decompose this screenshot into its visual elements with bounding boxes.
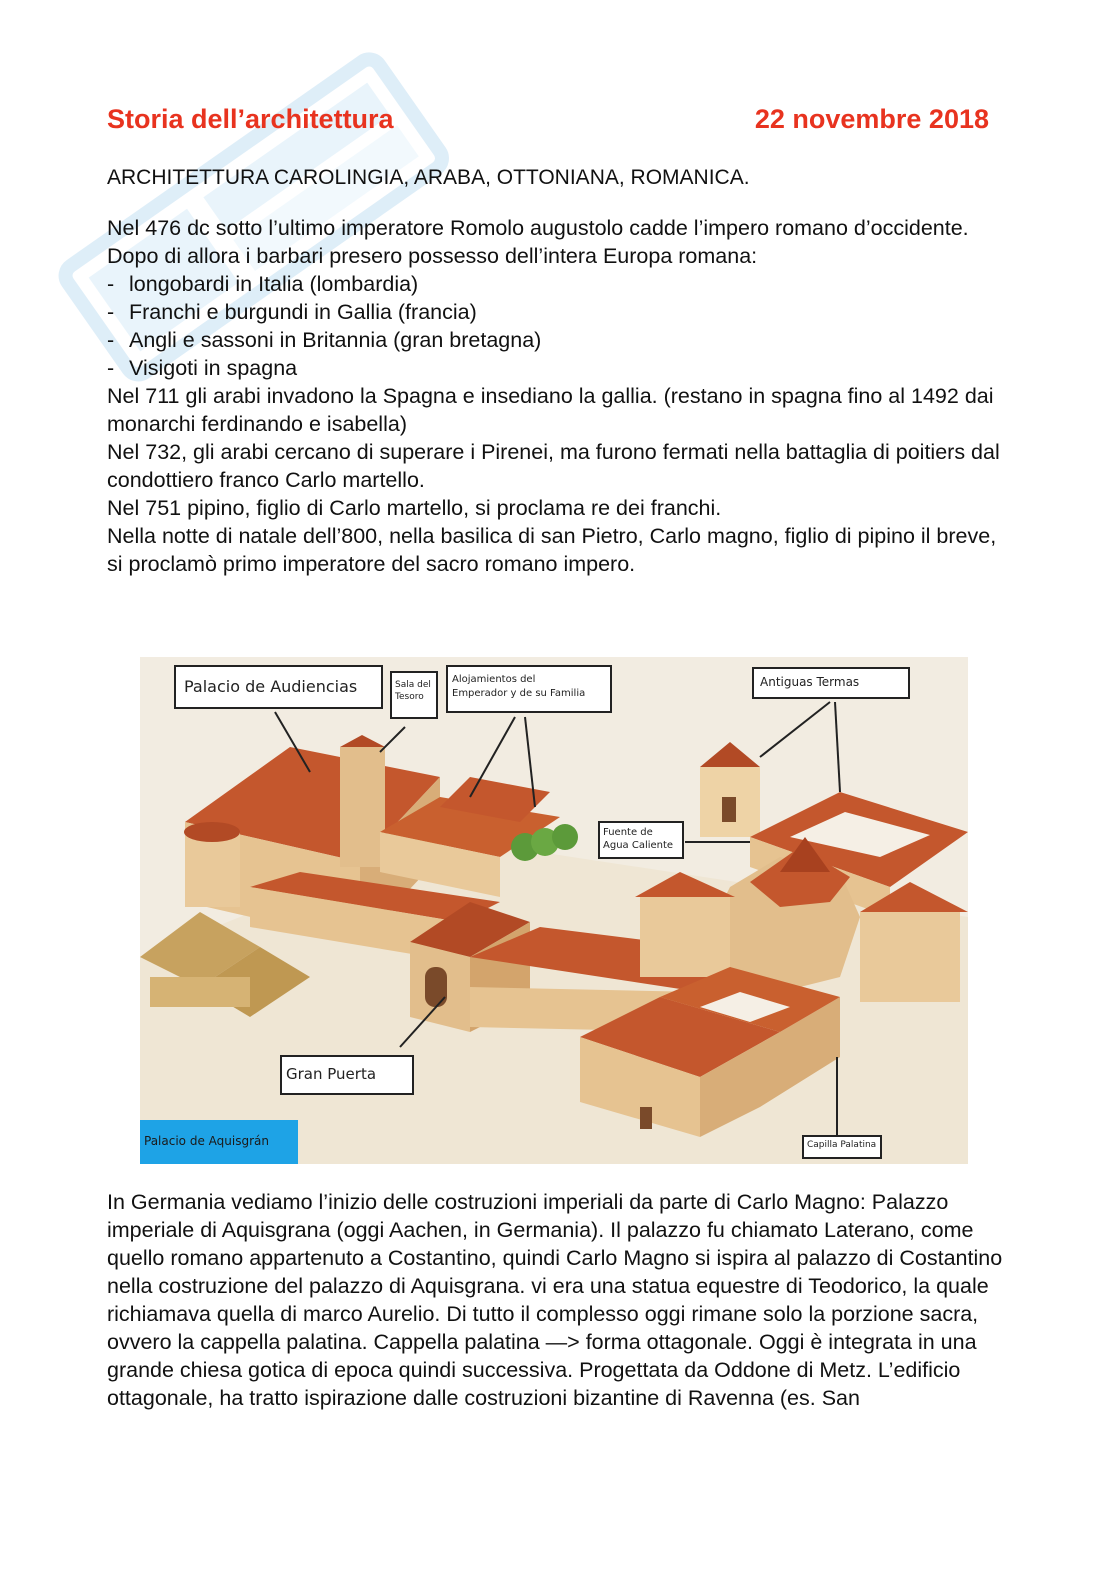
- list-item-text: Franchi e burgundi in Gallia (francia): [129, 300, 477, 324]
- document-date: 22 novembre 2018: [754, 104, 989, 134]
- list-item-text: Visigoti in spagna: [129, 356, 298, 380]
- paragraph: Dopo di allora i barbari presero possesso dell’intera Europa romana:: [107, 244, 758, 268]
- document-title: Storia dell’architettura: [107, 104, 394, 134]
- palace-illustration: [140, 657, 968, 1164]
- palace-drawing: [140, 657, 968, 1164]
- label-gran-puerta: Gran Puerta: [280, 1055, 414, 1095]
- history-text: [107, 214, 1007, 578]
- label-alojamientos: Alojamientos del Emperador y de su Familia: [446, 665, 612, 713]
- list-item-text: Angli e sassoni in Britannia (gran bretagna): [129, 328, 542, 352]
- aquisgrana-text: [107, 1188, 1007, 1412]
- list-item: - Franchi e burgundi in Gallia (francia): [107, 300, 477, 324]
- list-item: - Visigoti in spagna: [107, 356, 298, 380]
- figure-caption: Palacio de Aquisgrán: [144, 1134, 269, 1148]
- label-antiguas-termas: Antiguas Termas: [752, 667, 910, 699]
- paragraph: Nel 751 pipino, figlio di Carlo martello, si proclama re dei franchi.: [107, 496, 722, 520]
- label-fuente-agua: Fuente de Agua Caliente: [598, 821, 684, 859]
- paragraph: Nel 711 gli arabi invadono la Spagna e insediano la gallia. (restano in spagna fino al 1492 dai monarchi ferdinando e isabella): [107, 384, 994, 436]
- section-heading: ARCHITETTURA CAROLINGIA, ARABA, OTTONIANA, ROMANICA.: [107, 166, 750, 189]
- paragraph: Nella notte di natale dell’800, nella basilica di san Pietro, Carlo magno, figlio di pipino il breve, si proclamò primo imperatore del sacro romano impero.: [107, 524, 997, 576]
- figure-caption-box: [140, 1120, 298, 1164]
- list-item-text: longobardi in Italia (lombardia): [129, 272, 419, 296]
- paragraph: In Germania vediamo l’inizio delle costruzioni imperiali da parte di Carlo Magno: Palazzo imperiale di Aquisgrana (oggi Aachen, in Germania). Il palazzo fu chiamato Laterano, come quello romano appartenuto a Costantino, quindi Carlo Magno si ispira al palazzo di Costantino nella costruzione del palazzo di Aquisgrana. vi era una statua equestre di Teodorico, la quale richiamava quella di marco Aurelio. Di tutto il complesso oggi rimane solo la porzione sacra, ovvero la cappella palatina. Cappella palatina —> forma ottagonale. Oggi è integrata in una grande chiesa gotica di epoca quindi successiva. Progettata da Oddone di Metz. L’edificio ottagonale, ha tratto ispirazione dalle costruzioni bizantine di Ravenna (es. San: [107, 1190, 1003, 1410]
- list-item: - longobardi in Italia (lombardia): [107, 272, 419, 296]
- paragraph: Nel 476 dc sotto l’ultimo imperatore Romolo augustolo cadde l’impero romano d’occidente.: [107, 216, 969, 240]
- label-capilla-palatina: Capilla Palatina: [802, 1135, 882, 1159]
- document-header: [107, 104, 989, 144]
- label-palacio-audiencias: Palacio de Audiencias: [174, 665, 383, 709]
- list-item: - Angli e sassoni in Britannia (gran bretagna): [107, 328, 542, 352]
- label-sala-tesoro: Sala del Tesoro: [390, 671, 438, 719]
- paragraph: Nel 732, gli arabi cercano di superare i Pirenei, ma furono fermati nella battaglia di poitiers dal condottiero franco Carlo martello.: [107, 440, 1000, 492]
